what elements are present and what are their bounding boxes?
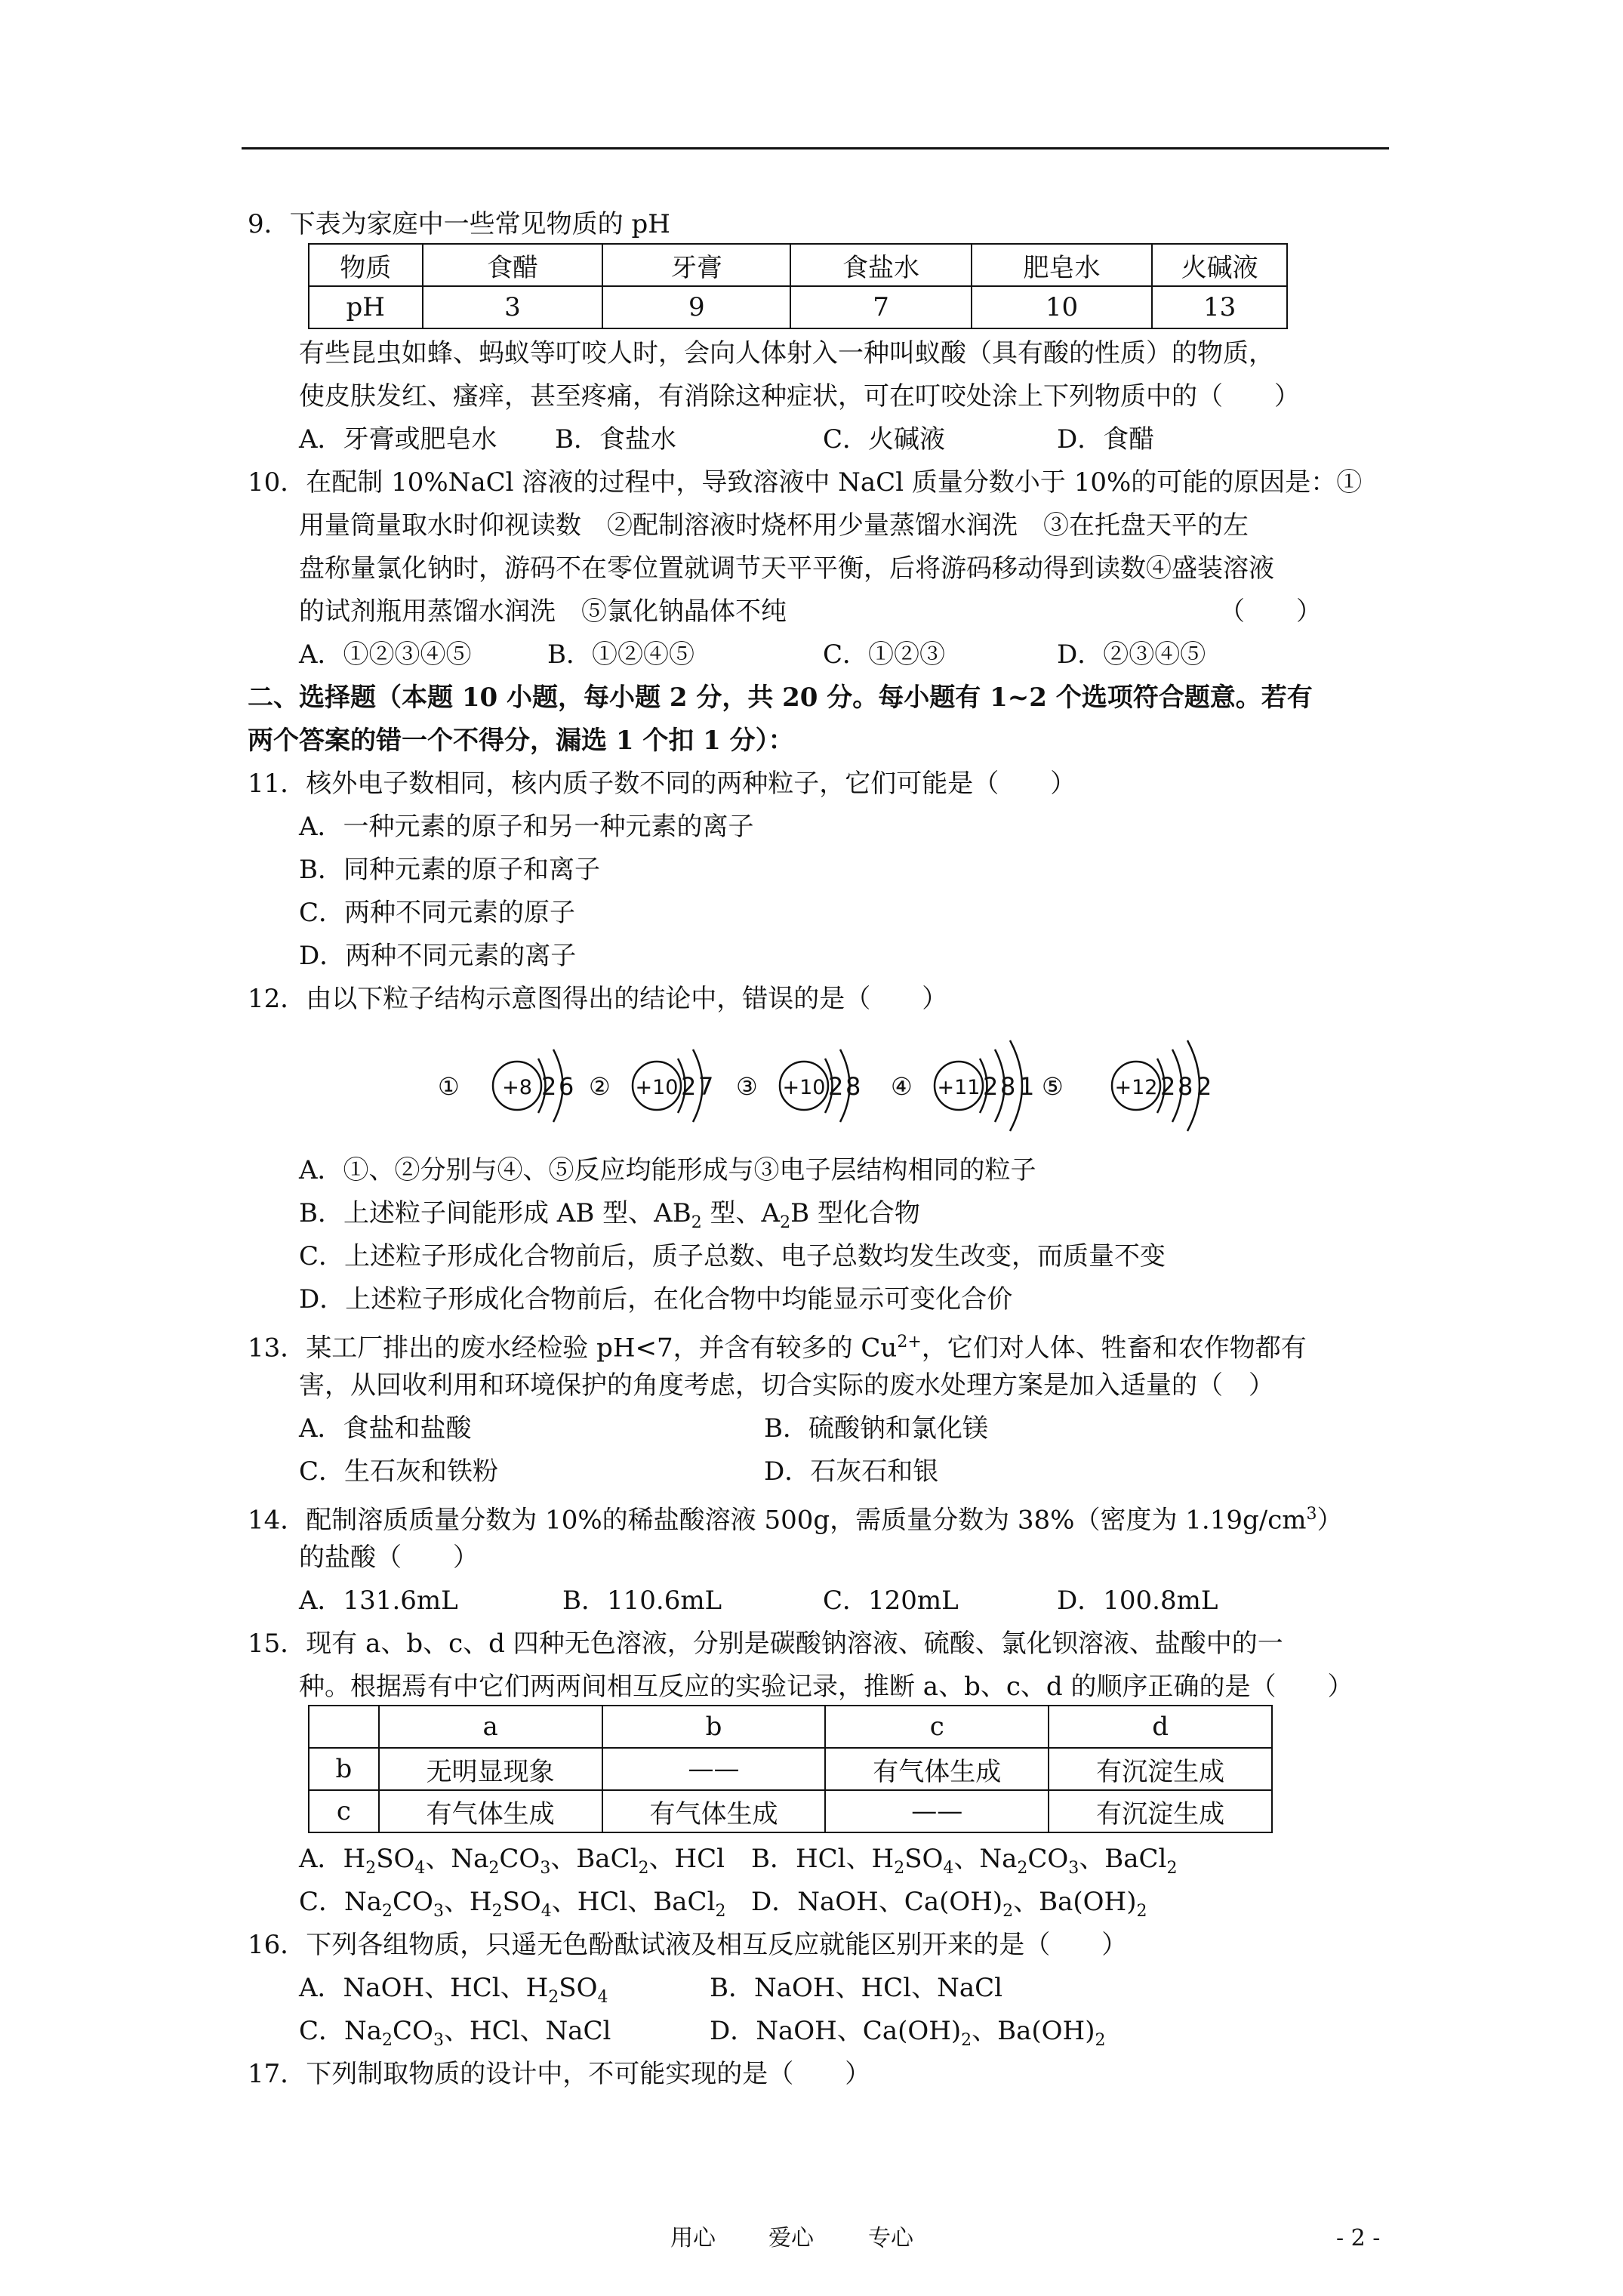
reaction-table-cell: 有气体生成 xyxy=(825,1748,1049,1790)
nucleus-charge: +10 xyxy=(782,1076,826,1099)
q9-stem: 9．下表为家庭中一些常见物质的 pH xyxy=(248,209,670,239)
section-heading: 二、选择题（本题 10 小题，每小题 2 分，共 20 分。每小题有 1~2 个选项符合题意。若有 xyxy=(248,683,1313,713)
q16-option-a: A．NaOH、HCl、$H_2SO_4$ xyxy=(299,1973,608,2007)
ph-table-cell: 物质 xyxy=(309,244,423,286)
reaction-table-row xyxy=(309,1748,1272,1790)
ph-table xyxy=(308,243,1288,329)
header-rule xyxy=(242,147,1389,149)
electron-count: 6 xyxy=(559,1072,574,1101)
reaction-table-cell: —— xyxy=(602,1748,826,1790)
q13-option-b: B．硫酸钠和氯化镁 xyxy=(764,1413,988,1444)
electron-count: 8 xyxy=(1178,1072,1193,1101)
electron-count: 2 xyxy=(1196,1072,1212,1101)
reaction-table-cell: a xyxy=(379,1706,602,1748)
reaction-table-cell: c xyxy=(825,1706,1049,1748)
ph-table-cell: 9 xyxy=(602,286,790,328)
q16-option-b: B．NaOH、HCl、NaCl xyxy=(710,1973,1002,2003)
ph-table-cell: 肥皂水 xyxy=(972,244,1153,286)
q10-option-c: C．①②③ xyxy=(823,639,946,670)
electron-count: 2 xyxy=(1160,1072,1176,1101)
footer-motto: 用心 xyxy=(670,2225,716,2251)
q11-option-b: B．同种元素的原子和离子 xyxy=(299,855,600,885)
electron-count: 7 xyxy=(698,1072,714,1101)
reaction-table-cell: c xyxy=(309,1790,379,1832)
q13-text-line: 13．某工厂排出的废水经检验 pH<7，并含有较多的 $Cu^{2+}$，它们对人体、牲畜和农作物都有 xyxy=(248,1333,1307,1364)
q10-text-line: 10．在配制 10%NaCl 溶液的过程中，导致溶液中 NaCl 质量分数小于 10%的可能的原因是：① xyxy=(248,467,1363,498)
q15-option-c: C．$Na_2CO_3$、$H_2SO_4$、HCl、BaCl$_2$ xyxy=(299,1887,726,1921)
q15-text-line: 种。根据焉有中它们两两间相互反应的实验记录，推断 a、b、c、d 的顺序正确的是（ ） xyxy=(299,1672,1354,1702)
reaction-table-cell: d xyxy=(1049,1706,1272,1748)
diagram-index: ④ xyxy=(891,1072,913,1101)
q14-text-line: 的盐酸（ ） xyxy=(299,1542,479,1573)
reaction-table-cell: 有气体生成 xyxy=(379,1790,602,1832)
diagram-index: ① xyxy=(438,1072,460,1101)
reaction-table-cell: b xyxy=(309,1748,379,1790)
ph-table-cell: 7 xyxy=(790,286,972,328)
reaction-table-cell: 有气体生成 xyxy=(602,1790,826,1832)
electron-count: 8 xyxy=(845,1072,861,1101)
reaction-table-row xyxy=(309,1790,1272,1832)
q17-stem: 17．下列制取物质的设计中，不可能实现的是（ ） xyxy=(248,2059,871,2089)
reaction-table-cell: 无明显现象 xyxy=(379,1748,602,1790)
q15-text-line: 15．现有 a、b、c、d 四种无色溶液，分别是碳酸钠溶液、硫酸、氯化钡溶液、盐酸中的一 xyxy=(248,1629,1283,1659)
q10-option-b: B．①②④⑤ xyxy=(547,639,694,670)
footer-motto: 专心 xyxy=(868,2225,913,2251)
q12-stem: 12．由以下粒子结构示意图得出的结论中，错误的是（ ） xyxy=(248,984,948,1014)
q16-option-d: D．NaOH、$Ca(OH)_2$、$Ba(OH)_2$ xyxy=(710,2016,1106,2050)
electron-count: 2 xyxy=(983,1072,999,1101)
q12-option-a: A．①、②分别与④、⑤反应均能形成与③电子层结构相同的粒子 xyxy=(299,1155,1036,1185)
page-number: - 2 - xyxy=(1336,2225,1381,2251)
q15-option-d: D．NaOH、$Ca(OH)_2$、$Ba(OH)_2$ xyxy=(751,1887,1147,1921)
q13-option-d: D．石灰石和银 xyxy=(764,1456,939,1487)
ph-table-value-row xyxy=(309,286,1287,328)
q16-option-c: C．$Na_2CO_3$、HCl、NaCl xyxy=(299,2016,611,2050)
diagram-index: ⑤ xyxy=(1042,1072,1064,1101)
reaction-table-cell: 有沉淀生成 xyxy=(1049,1790,1272,1832)
nucleus-charge: +11 xyxy=(937,1076,981,1099)
q14-text-line: 14．配制溶质质量分数为 10%的稀盐酸溶液 500g，需质量分数为 38%（密度为 $1.19g/cm^3$） xyxy=(248,1505,1343,1536)
reaction-table-cell xyxy=(309,1706,379,1748)
q10-text-line: 用量筒量取水时仰视读数 ②配制溶液时烧杯用少量蒸馏水润洗 ③在托盘天平的左 xyxy=(299,510,1249,541)
q9-option-b: B．食盐水 xyxy=(555,424,676,455)
ph-table-cell: 13 xyxy=(1152,286,1287,328)
q10-text-line: 盘称量氯化钠时，游码不在零位置就调节天平平衡，后将游码移动得到读数④盛装溶液 xyxy=(299,553,1274,584)
q12-option-b: B．上述粒子间能形成 AB 型、$AB_2$ 型、$A_2B$ 型化合物 xyxy=(299,1198,920,1232)
diagram-index: ③ xyxy=(736,1072,758,1101)
electron-count: 2 xyxy=(681,1072,697,1101)
q11-option-a: A．一种元素的原子和另一种元素的离子 xyxy=(299,812,754,842)
q11-stem: 11．核外电子数相同，核内质子数不同的两种粒子，它们可能是（ ） xyxy=(248,769,1076,799)
q15-option-b: B．HCl、$H_2SO_4$、$Na_2CO_3$、BaCl$_2$ xyxy=(751,1844,1178,1878)
ph-table-cell: 10 xyxy=(972,286,1153,328)
q13-option-c: C．生石灰和铁粉 xyxy=(299,1456,499,1487)
nucleus-charge: +8 xyxy=(502,1076,532,1099)
reaction-table-header-row xyxy=(309,1706,1272,1748)
q10-option-d: D．②③④⑤ xyxy=(1057,639,1206,670)
atomic-structure-diagrams xyxy=(438,1034,1623,1140)
q9-text-line: 有些昆虫如蜂、蚂蚁等叮咬人时，会向人体射入一种叫蚁酸（具有酸的性质）的物质， xyxy=(299,338,1274,368)
q14-option-d: D．100.8mL xyxy=(1057,1586,1218,1616)
reaction-table-cell: 有沉淀生成 xyxy=(1049,1748,1272,1790)
electron-count: 8 xyxy=(1000,1072,1016,1101)
electron-count: 2 xyxy=(541,1072,557,1101)
ph-table-cell: 食盐水 xyxy=(790,244,972,286)
q9-option-d: D．食醋 xyxy=(1057,424,1155,455)
section-heading: 两个答案的错一个不得分，漏选 1 个扣 1 分）： xyxy=(248,726,794,756)
ph-table-cell: 火碱液 xyxy=(1152,244,1287,286)
nucleus-charge: +12 xyxy=(1114,1076,1158,1099)
ph-table-cell: pH xyxy=(309,286,423,328)
diagram-index: ② xyxy=(589,1072,611,1101)
q15-option-a: A．$H_2SO_4$、$Na_2CO_3$、BaCl$_2$、HCl xyxy=(299,1844,725,1878)
ph-table-cell: 3 xyxy=(423,286,603,328)
ph-table-cell: 食醋 xyxy=(423,244,603,286)
electron-count: 1 xyxy=(1019,1072,1035,1101)
footer-motto: 爱心 xyxy=(768,2225,814,2251)
reaction-table-cell: b xyxy=(602,1706,826,1748)
q14-option-b: B．110.6mL xyxy=(562,1586,722,1616)
q16-stem: 16．下列各组物质，只遥无色酚酞试液及相互反应就能区别开来的是（ ） xyxy=(248,1930,1128,1960)
ph-table-cell: 牙膏 xyxy=(602,244,790,286)
reaction-table xyxy=(308,1705,1273,1833)
q9-text-line: 使皮肤发红、瘙痒，甚至疼痛，有消除这种症状，可在叮咬处涂上下列物质中的（ ） xyxy=(299,381,1300,411)
q11-option-c: C．两种不同元素的原子 xyxy=(299,898,576,928)
q10-text-line: 的试剂瓶用蒸馏水润洗 ⑤氯化钠晶体不纯 xyxy=(299,596,787,627)
q13-text-line: 害，从回收利用和环境保护的角度考虑，切合实际的废水处理方案是加入适量的（ ） xyxy=(299,1370,1274,1401)
q10-option-a: A．①②③④⑤ xyxy=(299,639,472,670)
ph-table-header-row xyxy=(309,244,1287,286)
electron-count: 2 xyxy=(828,1072,844,1101)
q10-answer-blank: （ ） xyxy=(1219,596,1322,627)
nucleus-charge: +10 xyxy=(635,1076,679,1099)
q12-option-c: C．上述粒子形成化合物前后，质子总数、电子总数均发生改变，而质量不变 xyxy=(299,1241,1166,1271)
q12-option-d: D．上述粒子形成化合物前后，在化合物中均能显示可变化合价 xyxy=(299,1284,1013,1314)
q9-option-a: A．牙膏或肥皂水 xyxy=(299,424,497,455)
q13-option-a: A．食盐和盐酸 xyxy=(299,1413,472,1444)
q14-option-a: A．131.6mL xyxy=(299,1586,458,1616)
reaction-table-cell: —— xyxy=(825,1790,1049,1832)
q11-option-d: D．两种不同元素的离子 xyxy=(299,941,577,971)
q14-option-c: C．120mL xyxy=(823,1586,959,1616)
q9-option-c: C．火碱液 xyxy=(823,424,946,455)
